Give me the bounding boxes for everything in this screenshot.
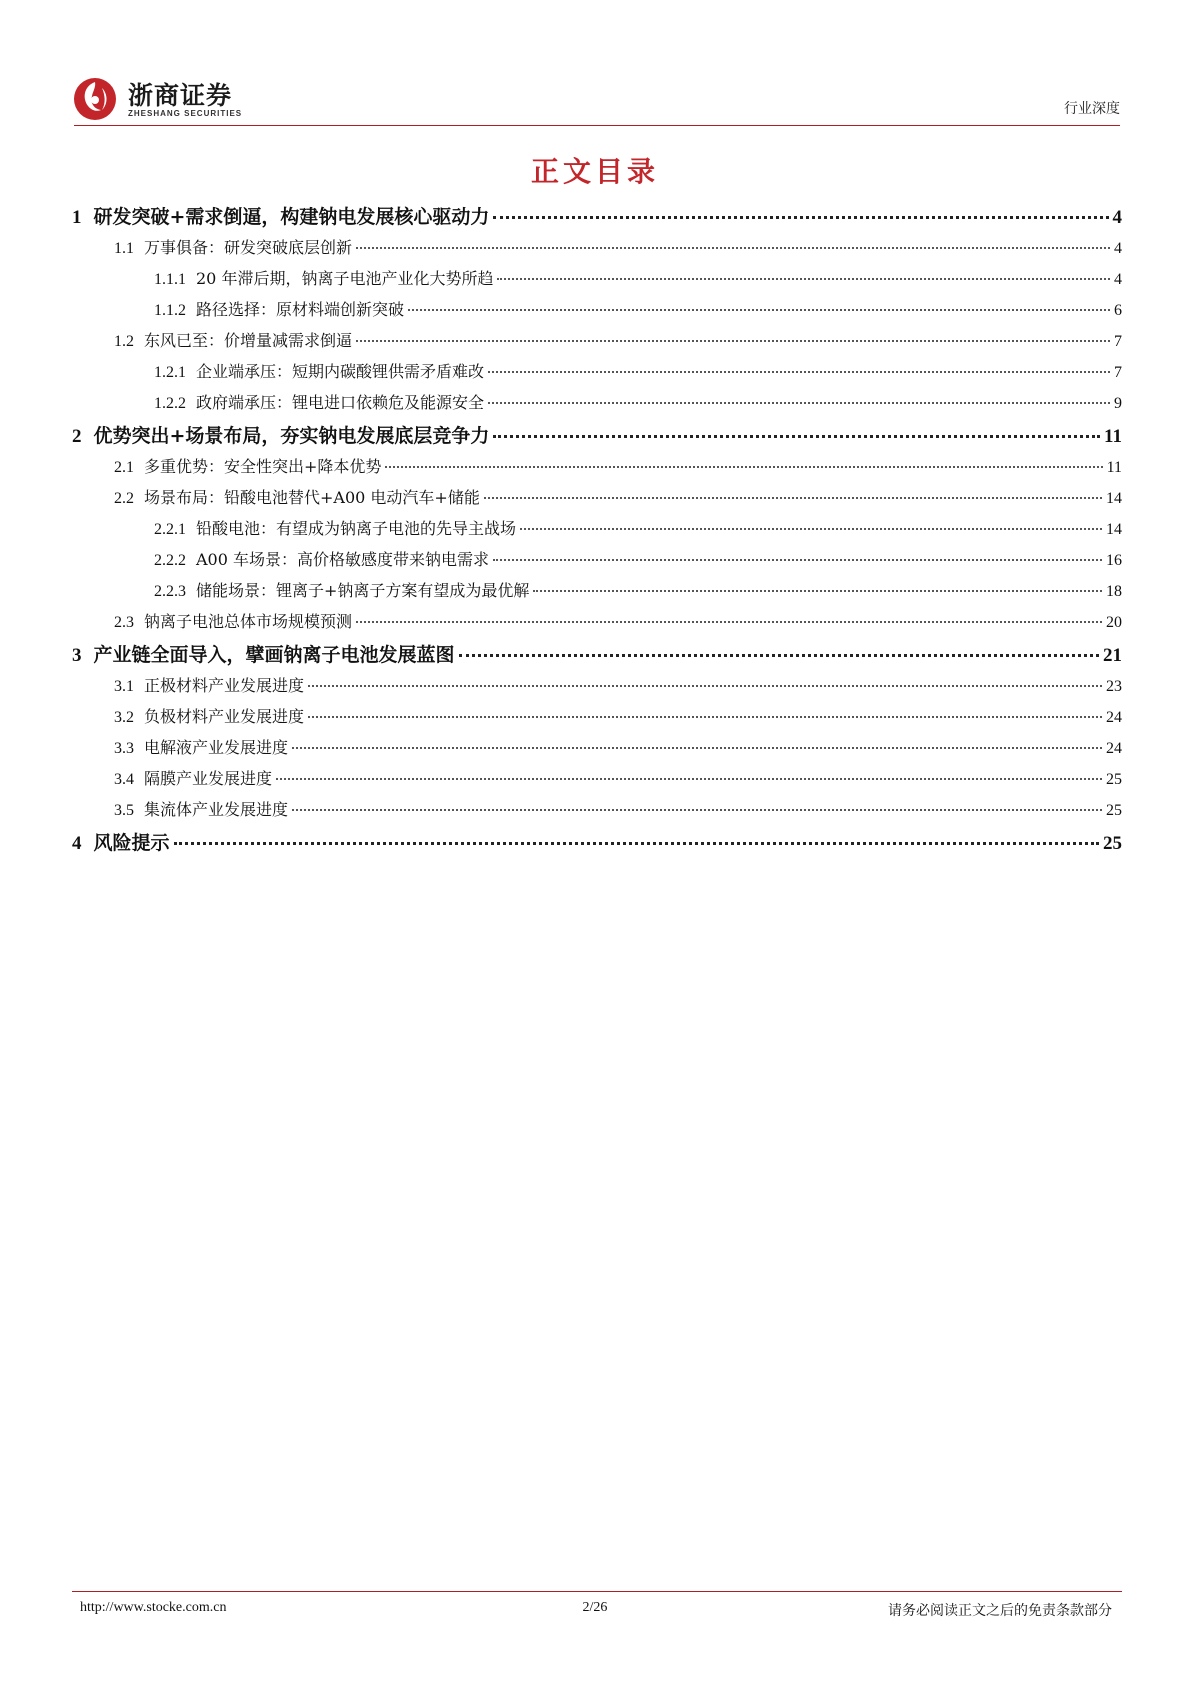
toc-entry[interactable] [72, 390, 1122, 421]
toc-entry-number: 2.3 [114, 614, 134, 631]
toc-entry-title: 电解液产业发展进度 [144, 738, 289, 757]
toc-entry-title: 正极材料产业发展进度 [144, 676, 305, 695]
toc-entry-number: 3.2 [114, 709, 134, 726]
toc-leader-dots [308, 716, 1102, 718]
toc-entry-title: 铅酸电池：有望成为钠离子电池的先导主战场 [196, 519, 517, 538]
toc-entry[interactable] [72, 359, 1122, 390]
toc-entry[interactable] [72, 828, 1122, 861]
toc-title: 正文目录 [530, 155, 659, 188]
toc-entry-page: 7 [1114, 364, 1122, 381]
toc-entry[interactable] [72, 766, 1122, 797]
toc-entry-title: 集流体产业发展进度 [144, 800, 289, 819]
toc-entry-page: 24 [1106, 740, 1122, 757]
toc-entry[interactable] [72, 704, 1122, 735]
toc-entry-number: 2.2.2 [154, 552, 186, 569]
toc-entry-title: 政府端承压：锂电进口依赖危及能源安全 [196, 393, 485, 412]
toc-entry[interactable] [72, 640, 1122, 673]
toc-entry-title: 钠离子电池总体市场规模预测 [144, 612, 353, 631]
header-divider [74, 125, 1120, 126]
report-type-tag: 行业深度 [1064, 101, 1120, 117]
toc-leader-dots [276, 778, 1102, 780]
toc-entry-title: 产业链全面导入，擘画钠离子电池发展蓝图 [93, 644, 455, 666]
toc-leader-dots [356, 340, 1110, 342]
toc-leader-dots [493, 435, 1100, 438]
toc-entry-page: 4 [1112, 207, 1122, 228]
toc-entry-title: 研发突破+需求倒逼，构建钠电发展核心驱动力 [93, 206, 490, 228]
footer-divider [72, 1591, 1122, 1592]
toc-entry-number: 1.2.1 [154, 364, 186, 381]
toc-entry-title: 万事俱备：研发突破底层创新 [144, 238, 353, 257]
toc-entry-page: 23 [1106, 678, 1122, 695]
toc-entry-number: 2 [72, 426, 82, 447]
toc-leader-dots [488, 402, 1110, 404]
toc-leader-dots [497, 278, 1110, 280]
toc-entry-page: 6 [1114, 302, 1122, 319]
toc-entry-title: 场景布局：铅酸电池替代+A00 电动汽车+储能 [144, 488, 480, 507]
toc-entry-number: 2.2.1 [154, 521, 186, 538]
toc-entry-page: 9 [1114, 395, 1122, 412]
toc-leader-dots [493, 216, 1108, 219]
toc-entry[interactable] [72, 266, 1122, 297]
brand-name-en: ZHESHANG SECURITIES [128, 109, 243, 118]
toc-leader-dots [484, 497, 1102, 499]
toc-leader-dots [459, 654, 1099, 657]
toc-leader-dots [520, 528, 1102, 530]
brand-name-cn: 浙商证券 [128, 81, 233, 110]
toc-leader-dots [356, 247, 1110, 249]
toc-entry-number: 2.2.3 [154, 583, 186, 600]
toc-entry-number: 1.2 [114, 333, 134, 350]
toc-entry[interactable] [72, 516, 1122, 547]
toc-leader-dots [488, 371, 1110, 373]
toc-entry[interactable] [72, 328, 1122, 359]
toc-entry-page: 24 [1106, 709, 1122, 726]
toc-entry-title: 隔膜产业发展进度 [144, 769, 273, 788]
toc-entry-title: 优势突出+场景布局，夯实钠电发展底层竞争力 [93, 425, 490, 447]
toc-entry-number: 1 [72, 207, 82, 228]
toc-leader-dots [292, 747, 1102, 749]
toc-entry-number: 3.5 [114, 802, 134, 819]
toc-entry[interactable] [72, 421, 1122, 454]
toc-entry-page: 20 [1106, 614, 1122, 631]
toc-entry-number: 2.1 [114, 459, 134, 476]
toc-entry[interactable] [72, 673, 1122, 704]
table-of-contents [72, 202, 1122, 861]
toc-entry[interactable] [72, 797, 1122, 828]
toc-entry-page: 18 [1106, 583, 1122, 600]
toc-entry-title: 多重优势：安全性突出+降本优势 [144, 457, 382, 476]
toc-entry-number: 3.1 [114, 678, 134, 695]
toc-entry-title: 东风已至：价增量减需求倒逼 [144, 331, 353, 350]
toc-entry-page: 25 [1106, 802, 1122, 819]
toc-entry[interactable] [72, 454, 1122, 485]
toc-entry-number: 3.4 [114, 771, 134, 788]
toc-entry[interactable] [72, 735, 1122, 766]
toc-entry-title: 风险提示 [93, 832, 170, 854]
toc-entry-title: 路径选择：原材料端创新突破 [196, 300, 405, 319]
toc-entry[interactable] [72, 609, 1122, 640]
toc-entry-page: 16 [1106, 552, 1122, 569]
page-header [72, 66, 1120, 126]
toc-entry-page: 25 [1103, 833, 1122, 854]
toc-entry-page: 14 [1106, 490, 1122, 507]
toc-entry[interactable] [72, 485, 1122, 516]
zheshang-logo-icon [72, 76, 122, 122]
toc-entry-title: 20 年滞后期，钠离子电池产业化大势所趋 [196, 269, 494, 288]
toc-entry[interactable] [72, 578, 1122, 609]
toc-leader-dots [356, 621, 1102, 623]
toc-entry-page: 4 [1114, 240, 1122, 257]
toc-entry-title: A00 车场景：高价格敏感度带来钠电需求 [196, 550, 490, 569]
toc-leader-dots [385, 466, 1102, 468]
toc-entry[interactable] [72, 547, 1122, 578]
toc-entry-number: 1.1.2 [154, 302, 186, 319]
toc-entry-page: 11 [1106, 459, 1122, 476]
toc-entry-title: 负极材料产业发展进度 [144, 707, 305, 726]
page-number: 2/26 [582, 1600, 608, 1615]
toc-entry-number: 1.1.1 [154, 271, 186, 288]
toc-leader-dots [174, 842, 1099, 845]
toc-entry-page: 21 [1103, 645, 1122, 666]
toc-leader-dots [493, 559, 1102, 561]
toc-entry-number: 4 [72, 833, 82, 854]
toc-entry-title: 企业端承压：短期内碳酸锂供需矛盾难改 [196, 362, 485, 381]
toc-leader-dots [408, 309, 1110, 311]
toc-entry-page: 7 [1114, 333, 1122, 350]
toc-entry-number: 3.3 [114, 740, 134, 757]
toc-entry-number: 3 [72, 645, 82, 666]
toc-entry[interactable] [72, 297, 1122, 328]
toc-entry-number: 1.2.2 [154, 395, 186, 412]
toc-entry-number: 2.2 [114, 490, 134, 507]
toc-entry-page: 14 [1106, 521, 1122, 538]
toc-entry[interactable] [72, 235, 1122, 266]
disclaimer-note: 请务必阅读正文之后的免责条款部分 [888, 1603, 1112, 1619]
toc-entry-title: 储能场景：锂离子+钠离子方案有望成为最优解 [196, 581, 530, 600]
toc-entry-number: 1.1 [114, 240, 134, 257]
toc-leader-dots [533, 590, 1102, 592]
toc-entry[interactable] [72, 202, 1122, 235]
toc-leader-dots [292, 809, 1102, 811]
toc-entry-page: 4 [1114, 271, 1122, 288]
footer-url-link[interactable]: http://www.stocke.com.cn [80, 1600, 227, 1615]
toc-leader-dots [308, 685, 1102, 687]
toc-entry-page: 11 [1104, 426, 1122, 447]
toc-entry-page: 25 [1106, 771, 1122, 788]
